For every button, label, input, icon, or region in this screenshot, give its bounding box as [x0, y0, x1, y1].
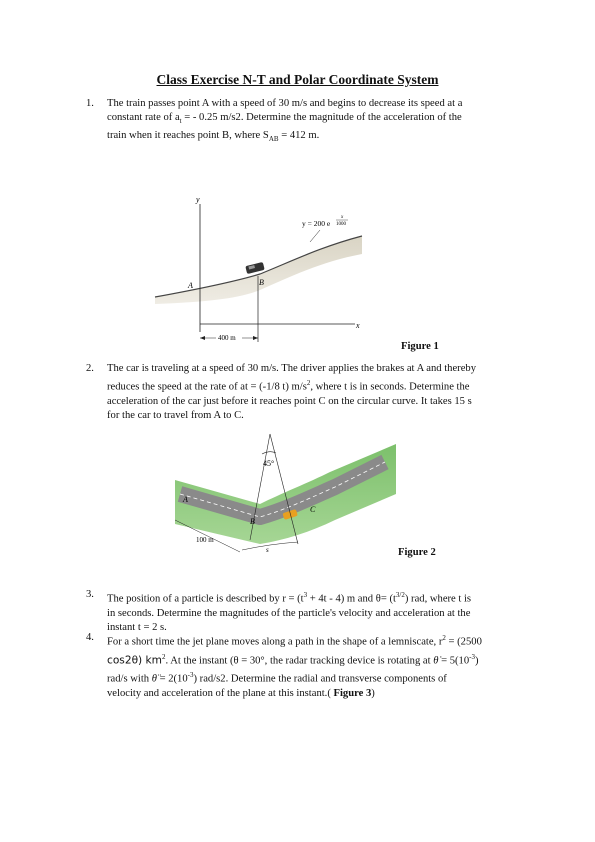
- figure-1-caption: Figure 1: [401, 341, 439, 352]
- figure-2-diagram: [170, 432, 396, 557]
- train-icon: [245, 262, 264, 274]
- question-number: 2.: [86, 363, 94, 374]
- equation-exponent-numerator: x: [341, 215, 344, 220]
- arc-length-line: [242, 542, 298, 550]
- page-title: Class Exercise N-T and Polar Coordinate System: [156, 72, 439, 87]
- point-c-label: C: [310, 505, 316, 514]
- point-b-label: B: [259, 278, 264, 287]
- point-b-label: B: [250, 517, 255, 526]
- question-3: [86, 588, 518, 635]
- point-a-label: A: [188, 281, 193, 290]
- arc-length-label: s: [266, 546, 269, 554]
- question-4: [86, 631, 518, 701]
- question-line: The car is traveling at a speed of 30 m/s. The driver applies the brakes at A and thereby: [107, 363, 476, 374]
- figure-2-caption: Figure 2: [398, 547, 436, 558]
- question-line: instant t = 2 s.: [107, 621, 167, 633]
- equation-exponent-denominator: 1000: [336, 222, 346, 227]
- question-2: [86, 362, 518, 423]
- question-line: in seconds. Determine the magnitudes of the particle's velocity and acceleration at the: [107, 607, 471, 619]
- figure-1-diagram: [150, 192, 365, 352]
- question-number: 4.: [86, 632, 94, 643]
- angle-label: 45°: [263, 459, 275, 468]
- question-number: 1.: [86, 98, 94, 109]
- question-line: acceleration of the car just before it reaches point C on the circular curve. It takes 15 s: [107, 395, 472, 407]
- point-a-label: A: [183, 495, 188, 504]
- question-line: velocity and acceleration of the plane at this instant.( Figure 3): [107, 688, 375, 700]
- question-line: train when it reaches point B, where $S_{AB} = 412$ m.: [107, 129, 320, 143]
- y-axis-label: y: [196, 195, 200, 204]
- dimension-label: 100 m: [196, 536, 214, 544]
- question-number: 3.: [86, 589, 94, 600]
- dimension-label: 400 m: [218, 334, 236, 342]
- leader-line: [310, 230, 320, 242]
- question-line: cos2θ) $km^2$. At the instant (θ = 30°, the radar tracking device is rotating at θ̇ = $5(10^{-3})$: [107, 652, 479, 667]
- question-line: For a short time the jet plane moves along a path in the shape of a lemniscate, $r^2 = (2500$: [107, 634, 482, 648]
- question-line: for the car to travel from A to C.: [107, 410, 244, 422]
- question-line: constant rate of $a_t$ = - 0.25 m/s2. Determine the magnitude of the acceleration of the: [107, 112, 462, 126]
- question-line: rad/s with θ̈ = $2(10^{-3})$ rad/s2. Determine the radial and transverse components of: [107, 671, 447, 685]
- question-line: The train passes point A with a speed of 30 m/s and begins to decrease its speed at a: [107, 98, 463, 109]
- question-line: reduces the speed at the rate of at = (-1/8 t) $m/s^2$, where t is in seconds. Determine the: [107, 379, 470, 393]
- question-line: The position of a particle is described by $r = (t^3 + 4t - 4)$ m and $\theta= (t^{3/2})$ rad, where t is: [107, 591, 472, 605]
- question-1: [86, 97, 518, 146]
- x-axis-label: x: [356, 321, 360, 330]
- curve-equation: y = 200 e: [302, 219, 331, 228]
